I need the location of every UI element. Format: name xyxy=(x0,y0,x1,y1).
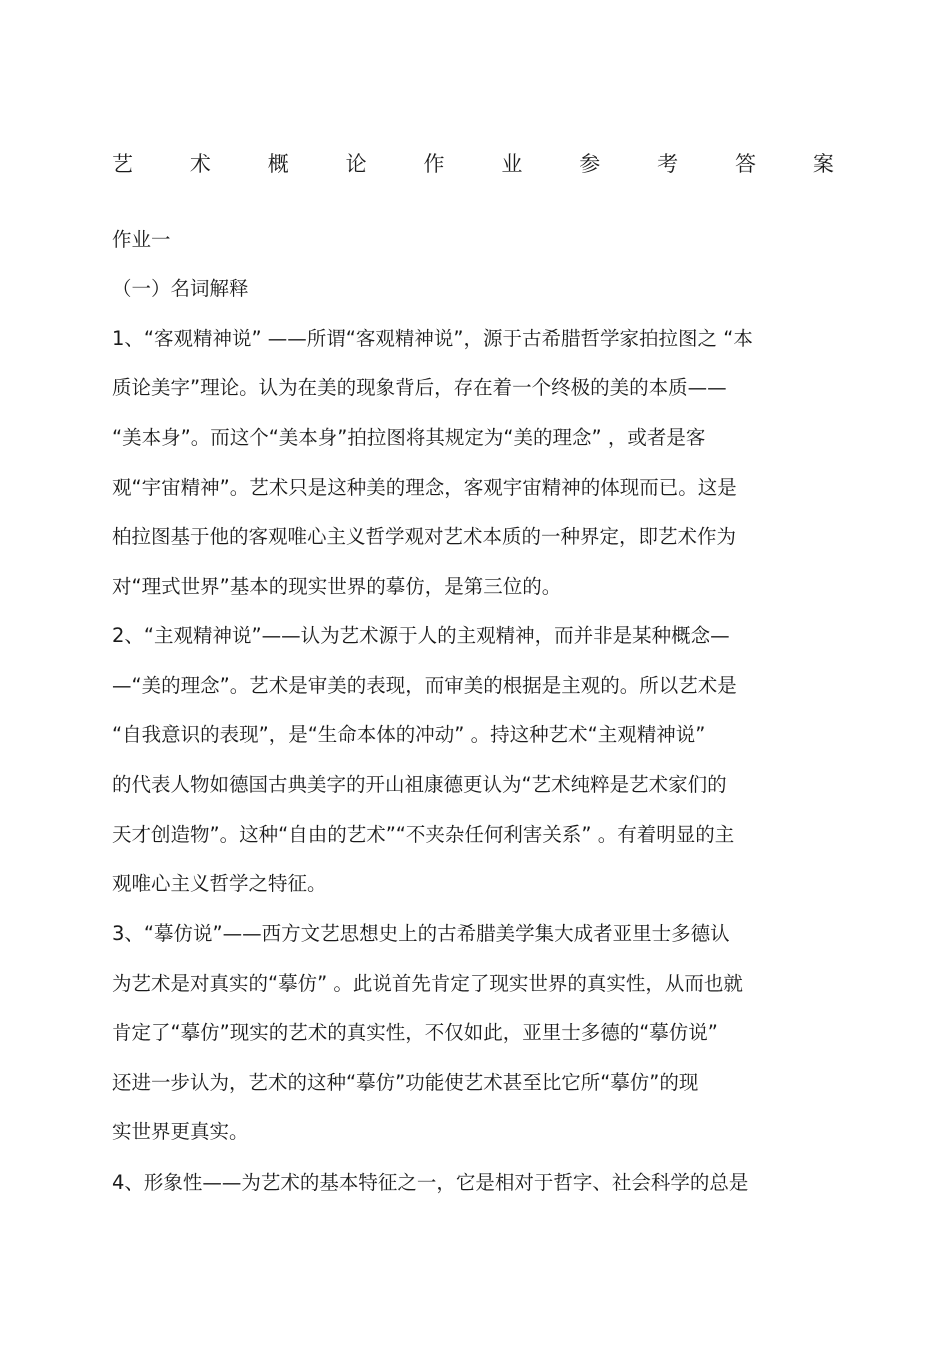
body-line: 实世界更真实。 xyxy=(112,1120,249,1143)
title-char: 案 xyxy=(812,152,834,176)
body-line: 观“宇宙精神”。艺术只是这种美的理念，客观宇宙精神的体现而已。这是 xyxy=(112,476,737,499)
section-heading: （一）名词解释 xyxy=(112,277,249,300)
title-char: 参 xyxy=(579,152,601,176)
title-char: 答 xyxy=(735,152,756,176)
body-line: 3、“摹仿说”——西方文艺思想史上的古希腊美学集大成者亚里士多德认 xyxy=(112,922,730,945)
body-line: 柏拉图基于他的客观唯心主义哲学观对艺术本质的一种界定，即艺术作为 xyxy=(112,525,737,548)
title-char: 术 xyxy=(189,152,211,176)
assignment-heading: 作业一 xyxy=(112,228,171,251)
body-line: “美本身”。而这个“美本身”拍拉图将其规定为“美的理念” ，或者是客 xyxy=(112,426,706,449)
body-line: “自我意识的表现”，是“生命本体的冲动” 。持这种艺术“主观精神说” xyxy=(112,723,706,746)
title-char: 概 xyxy=(267,152,289,176)
body-line: 1、“客观精神说” ——所谓“客观精神说”，源于古希腊哲学家拍拉图之 “本 xyxy=(112,327,753,350)
title-char: 作 xyxy=(423,152,445,176)
title-char: 考 xyxy=(657,152,679,176)
body-line: 对“理式世界”基本的现实世界的摹仿，是第三位的。 xyxy=(112,575,562,598)
body-line: 肯定了“摹仿”现实的艺术的真实性，不仅如此，亚里士多德的“摹仿说” xyxy=(112,1021,718,1044)
title-char: 艺 xyxy=(112,152,133,176)
body-line: 为艺术是对真实的“摹仿” 。此说首先肯定了现实世界的真实性，从而也就 xyxy=(112,972,743,995)
body-line: —“美的理念”。艺术是审美的表现，而审美的根据是主观的。所以艺术是 xyxy=(112,674,737,697)
document-title xyxy=(112,150,834,178)
body-line: 还进一步认为，艺术的这种“摹仿”功能使艺术甚至比它所“摹仿”的现 xyxy=(112,1071,699,1094)
title-char: 业 xyxy=(501,152,523,176)
body-line: 4、形象性——为艺术的基本特征之一，它是相对于哲字、社会科学的总是 xyxy=(112,1171,749,1194)
body-line: 天才创造物”。这种“自由的艺术”“不夹杂任何利害关系” 。有着明显的主 xyxy=(112,823,735,846)
title-char: 论 xyxy=(345,152,367,176)
body-line: 质论美字”理论。认为在美的现象背后，存在着一个终极的美的本质—— xyxy=(112,376,727,399)
body-line: 观唯心主义哲学之特征。 xyxy=(112,872,327,895)
body-line: 的代表人物如德国古典美字的开山祖康德更认为“艺术纯粹是艺术家们的 xyxy=(112,773,727,796)
body-line: 2、“主观精神说”——认为艺术源于人的主观精神，而并非是某种概念— xyxy=(112,624,730,647)
